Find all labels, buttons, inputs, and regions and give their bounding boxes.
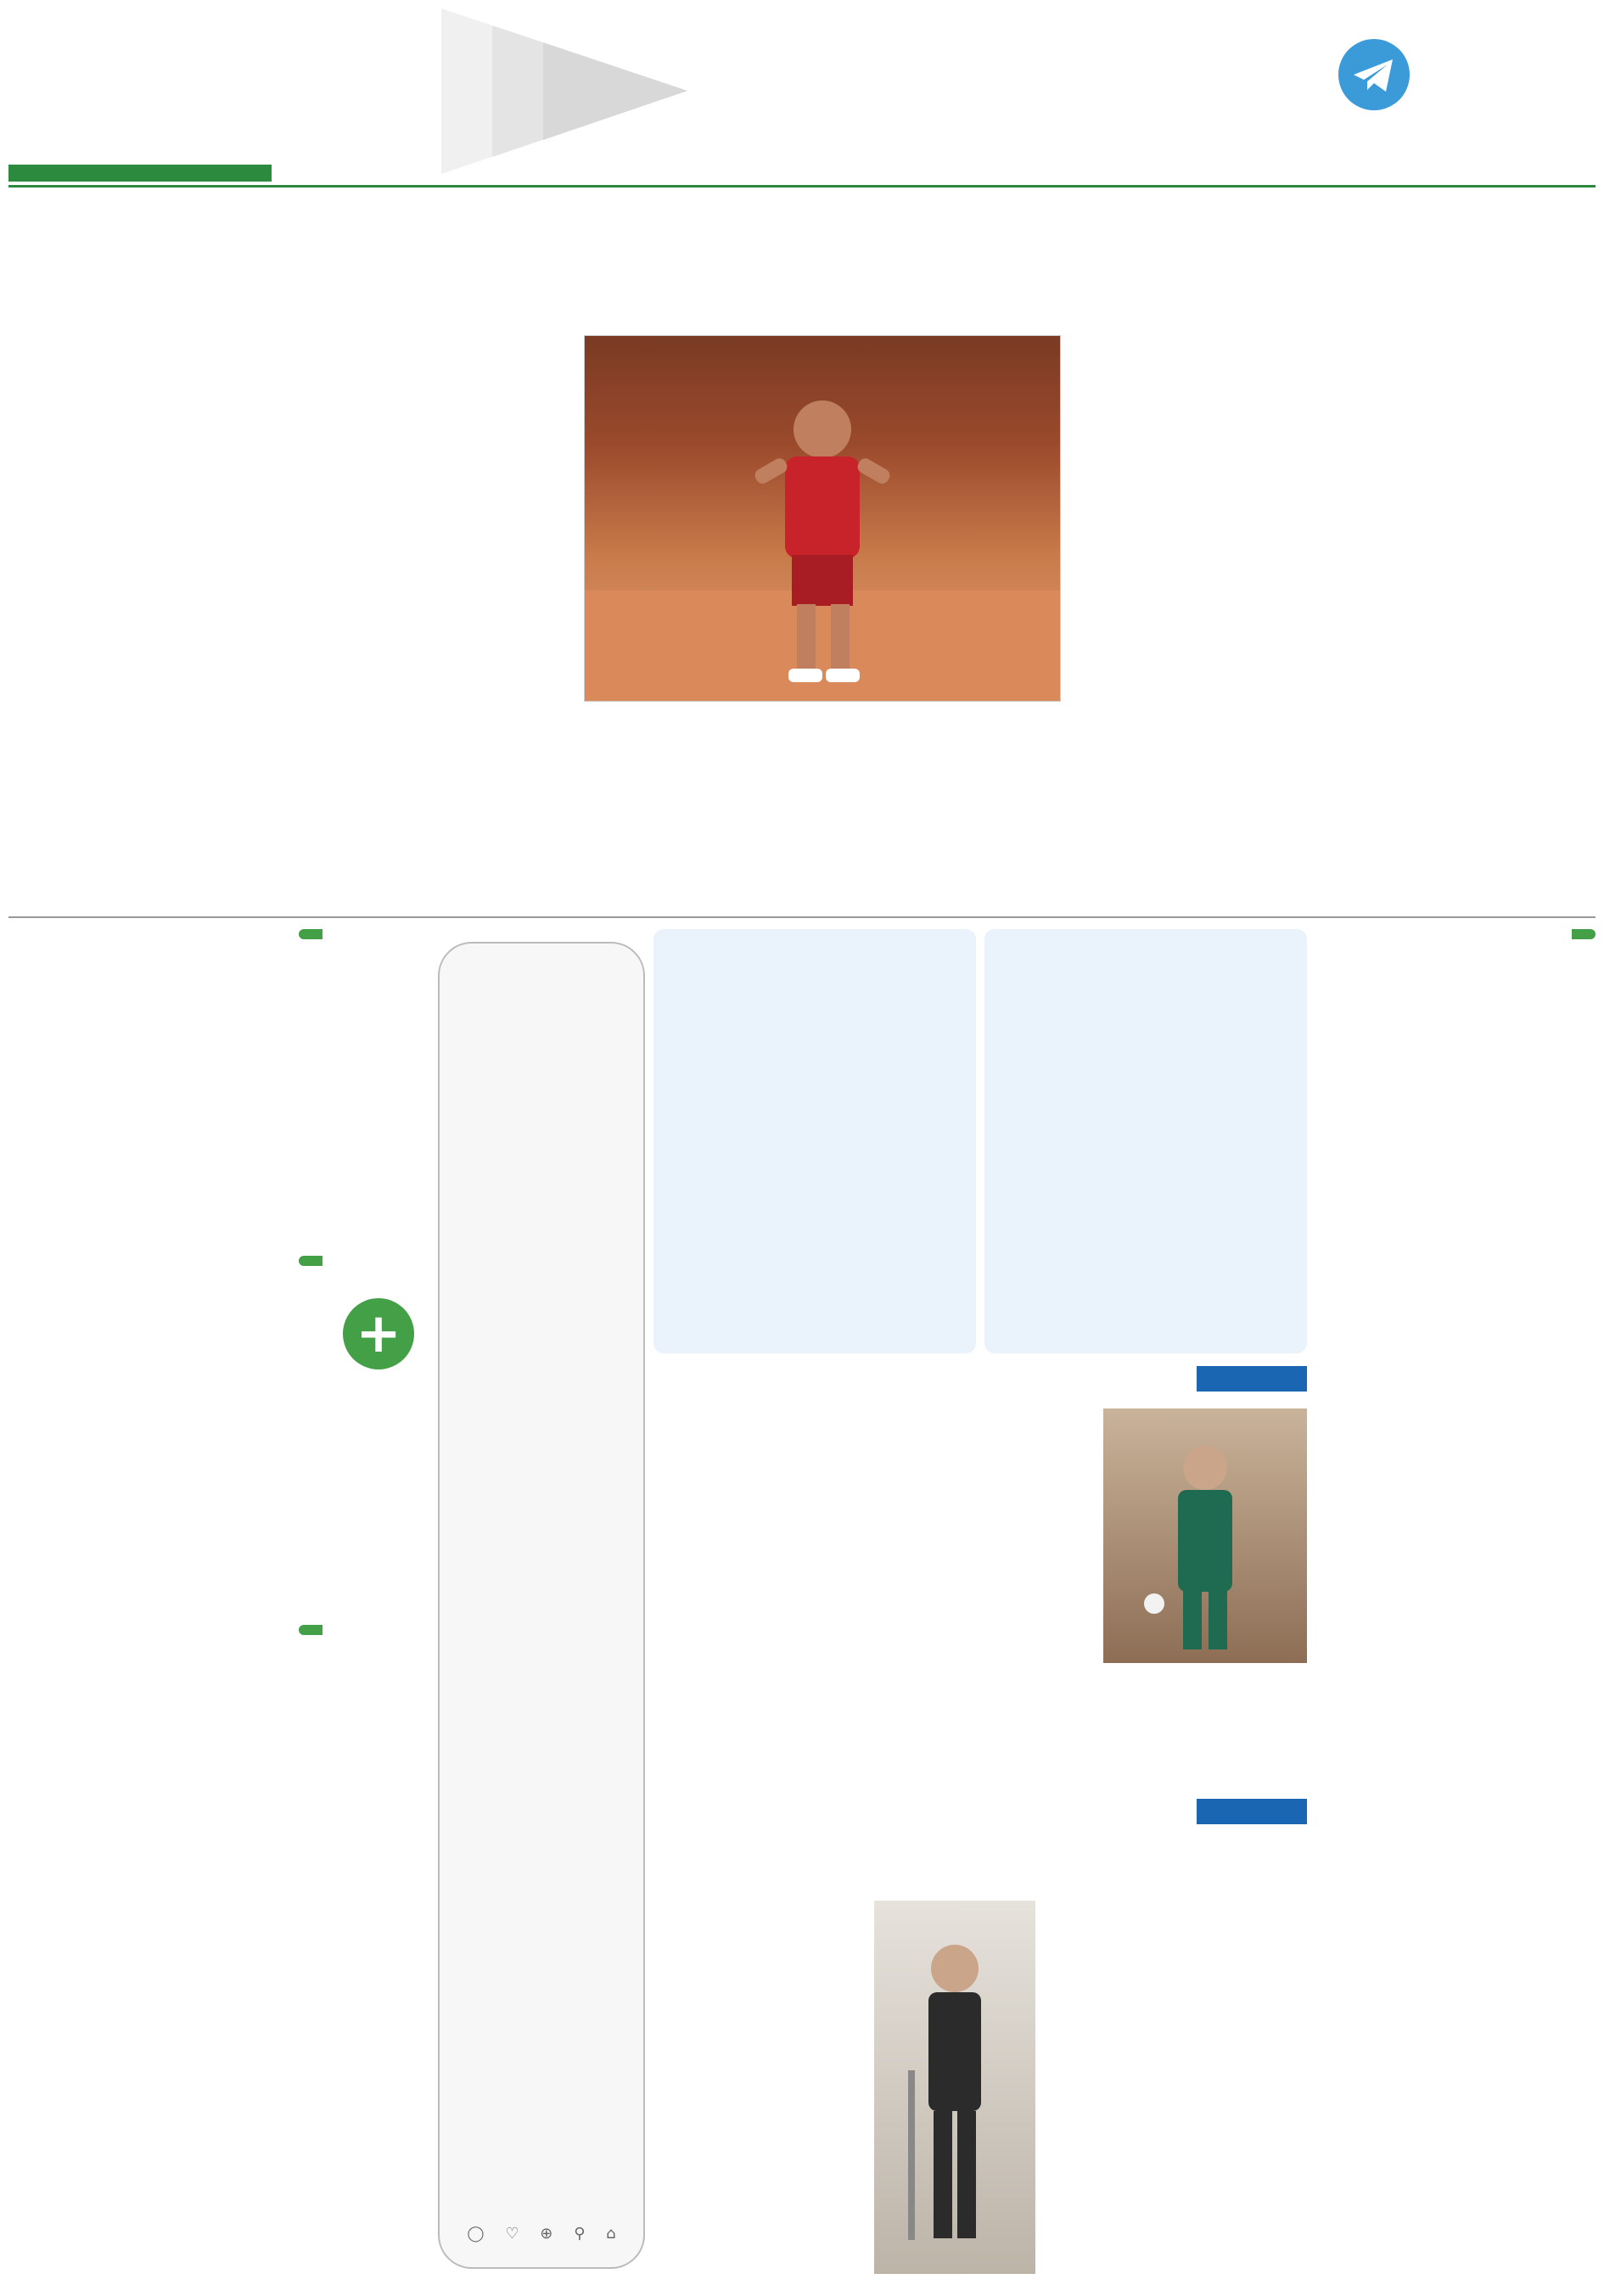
gap-tag bbox=[1197, 1366, 1307, 1392]
story-a-card bbox=[653, 929, 976, 1353]
athlete-graphic bbox=[874, 1901, 1035, 2274]
logo-block bbox=[10, 8, 367, 178]
interview-tag bbox=[1197, 1799, 1307, 1824]
report-head bbox=[299, 929, 322, 939]
sidebar-left bbox=[8, 929, 322, 2287]
feature-headline-row bbox=[1579, 239, 1590, 307]
tractor-box bbox=[331, 1298, 424, 2265]
phone-nav bbox=[457, 2225, 626, 2250]
gap-photo bbox=[1103, 1408, 1307, 1663]
sidebar-right bbox=[1315, 929, 1596, 2287]
website-bar bbox=[8, 165, 272, 182]
heart-icon[interactable]: ♡ bbox=[505, 2225, 519, 2243]
rap-head bbox=[299, 1625, 322, 1635]
add-icon[interactable]: ⊕ bbox=[540, 2225, 553, 2243]
logo bbox=[10, 24, 290, 117]
search-icon[interactable]: ⚲ bbox=[574, 2225, 586, 2243]
brief-arrow bbox=[441, 8, 687, 174]
plus-icon: + bbox=[343, 1298, 414, 1369]
masthead bbox=[0, 0, 1604, 195]
profile-icon[interactable]: ◯ bbox=[467, 2225, 485, 2243]
instagram-phone bbox=[438, 942, 645, 2269]
feature-rule bbox=[8, 916, 1596, 918]
masthead-rule bbox=[8, 185, 1596, 188]
talk-head bbox=[299, 1256, 322, 1266]
story-b-card bbox=[984, 929, 1307, 1353]
page-number-block bbox=[1443, 12, 1596, 182]
telegram-icon[interactable] bbox=[1338, 39, 1410, 110]
sidebar-right-head bbox=[1572, 929, 1596, 939]
coach-graphic bbox=[1103, 1408, 1307, 1663]
volleyball-player-graphic bbox=[585, 336, 1060, 701]
interview-photo bbox=[874, 1901, 1035, 2274]
telegram-block bbox=[1303, 10, 1430, 171]
home-icon[interactable]: ⌂ bbox=[606, 2225, 616, 2243]
brief-box bbox=[441, 8, 1290, 174]
feature-photo bbox=[584, 335, 1061, 702]
instagram-list bbox=[440, 1037, 643, 2208]
